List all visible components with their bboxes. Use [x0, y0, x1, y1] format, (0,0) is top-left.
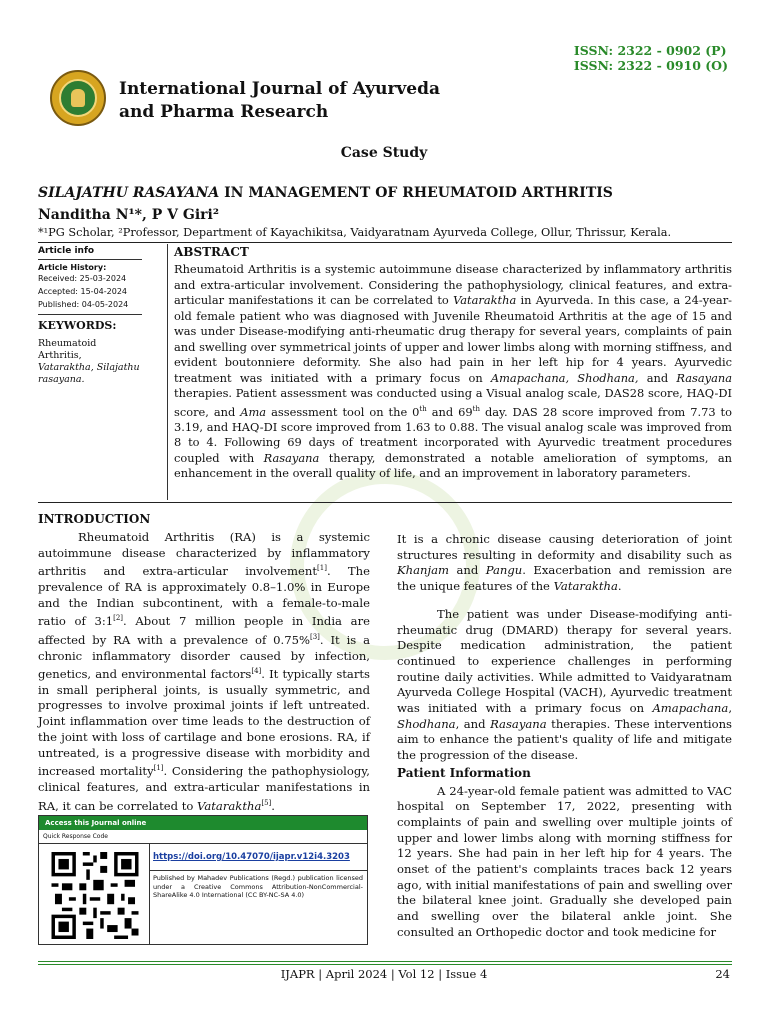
- divider: [38, 242, 732, 243]
- journal-title: International Journal of Ayurveda and Pharma Research: [119, 79, 441, 122]
- divider: [167, 244, 168, 500]
- right-column-text: It is a chronic disease causing deterioration of joint structures resulting in deformity and disability such as Khanjam and Pangu. Exacerbation and remission are the unique features of the Vataraktha. The patient was under Disease-modifying anti-rheumatic drug (DMARD) therapy for several years. Despite medication administration, the patient continued to experience challenges in performing routine daily activities. While admitted to Vaidyaratnam Ayurveda College Hospital (VACH), Ayurvedic treatment was initiated with a primary focus on Amapachana, Shodhana, and Rasayana therapies. These interventions aim to enhance the patient's quality of life and mitigate the progression of the disease. Patient Information A 24-year-old female patient was admitted to VAC hospital on September 17, 2022, presenting with complaints of pain and swelling over multiple joints of upper and lower limbs along with morning stiffness for 12 years. She had pain in her left hip for 4 years. The onset of the patient's complaints traces back 12 years ago, with initial manifestations of pain and swelling over the bilateral knee joint. Gradually she developed pain and swelling over the bilateral ankle joint. She consulted an Orthopedic doctor and took medicine for: [397, 532, 732, 939]
- access-heading: Access this Journal online: [39, 816, 367, 830]
- published-date: Published: 04-05-2024: [38, 300, 129, 309]
- journal-seal-icon: [50, 70, 106, 126]
- issn-block: [574, 43, 728, 73]
- keywords: Rheumatoid Arthritis, Vataraktha, Silajathu rasayana.: [38, 338, 140, 385]
- access-box: [38, 815, 368, 945]
- intro-text: Rheumatoid Arthritis (RA) is a systemic autoimmune disease characterized by inflammatory arthritis and extra-articular involvement[1]. The prevalence of RA is approximately 0.8–1.0% in Europe and the Indian subcontinent, with a female-to-male ratio of 3:1[2]. About 7 million people in India are affected by RA with a prevalence of 0.75%[3]. It is a chronic inflammatory disorder caused by infection, genetics, and environmental factors[4]. It typically starts in small peripheral joints, is usually symmetric, and progresses to involve proximal joints if left untreated. Joint inflammation over time leads to the destruction of the joint with loss of cartilage and bone erosions. RA, if untreated, is a progressive disease with morbidity and increased mortality[1]. Considering the pathophysiology, clinical features, and extra-articular manifestations in RA, it can be correlated to Vataraktha[5].: [38, 530, 370, 813]
- abstract-heading: ABSTRACT: [174, 245, 249, 259]
- history-heading: Article History:: [38, 263, 107, 272]
- divider: [38, 502, 732, 503]
- abstract-text: Rheumatoid Arthritis is a systemic autoimmune disease characterized by inflammatory arthritis and extra-articular involvement. Considering the pathophysiology, clinical features, and extra-articular manifestations it can be correlated to Vataraktha in Ayurveda. In this case, a 24-year-old female patient who was diagnosed with Juvenile Rheumatoid Arthritis at the age of 15 and was under Disease-modifying anti-rheumatic drug therapy for several years, complaints of pain and swelling over symmetrical joints of upper and lower limbs along with morning stiffness, and evident boutonniere deformity. She also had pain in her left hip for 4 years. Ayurvedic treatment was initiated with a primary focus on Amapachana, Shodhana, and Rasayana therapies. Patient assessment was conducted using a Visual analog scale, DAS28 score, HAQ-DI score, and Ama assessment tool on the 0th and 69th day. DAS 28 score improved from 7.73 to 3.19, and HAQ-DI score improved from 1.63 to 0.88. The visual analog scale was improved from 8 to 4. Following 69 days of treatment incorporated with Ayurvedic treatment procedures coupled with Rasayana therapy, demonstrated a notable amelioration of symptoms, an enhancement in the overall quality of life, and an improvement in laboratory parameters.: [174, 262, 733, 481]
- doi-link[interactable]: https://doi.org/10.47070/ijapr.v12i4.3203: [153, 852, 350, 862]
- license-note: Published by Mahadev Publications (Regd.) publication licensed under a Creative Commons Attribution-NonCommercial-ShareAlike 4.0 International (CC BY-NC-SA 4.0): [153, 874, 363, 899]
- affiliation: *¹PG Scholar, ²Professor, Department of Kayachikitsa, Vaidyaratnam Ayurveda College, Ollur, Thrissur, Kerala.: [38, 226, 672, 239]
- received-date: Received: 25-03-2024: [38, 274, 127, 283]
- qr-label: Quick Response Code: [39, 830, 367, 844]
- keywords-heading: KEYWORDS:: [38, 319, 117, 332]
- page-number: 24: [715, 967, 730, 981]
- accepted-date: Accepted: 15-04-2024: [38, 287, 127, 296]
- article-title: SILAJATHU RASAYANA IN MANAGEMENT OF RHEUMATOID ARTHRITIS: [38, 185, 613, 201]
- qr-code-icon[interactable]: [45, 852, 145, 939]
- authors: Nanditha N¹*, P V Giri²: [38, 207, 219, 223]
- issn-online: ISSN: 2322 - 0910 (O): [573, 58, 728, 73]
- footer-rule: [38, 961, 732, 962]
- footer-text: IJAPR | April 2024 | Vol 12 | Issue 4: [280, 967, 488, 981]
- article-info-heading: Article info: [38, 246, 95, 256]
- footer-rule: [38, 964, 732, 965]
- article-type: Case Study: [340, 145, 428, 161]
- issn-print: ISSN: 2322 - 0902 (P): [573, 43, 727, 58]
- article-info-box: [38, 244, 166, 386]
- patient-info-heading: Patient Information: [397, 765, 531, 780]
- intro-heading: INTRODUCTION: [38, 512, 151, 526]
